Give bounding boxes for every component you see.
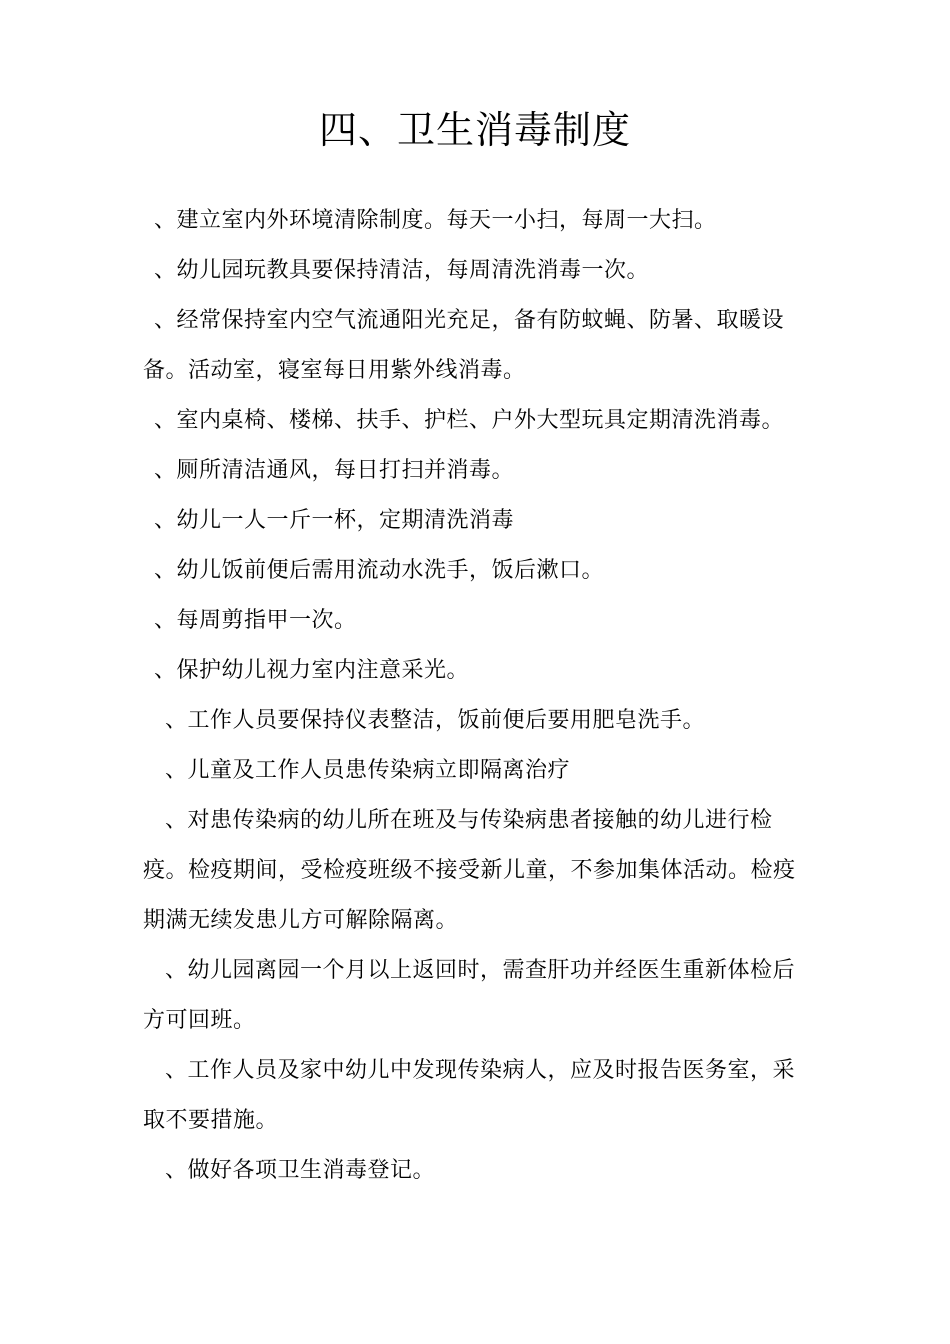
list-item: 、工作人员及家中幼儿中发现传染病人，应及时报告医务室，采取不要措施。: [143, 1058, 796, 1133]
list-item: 、儿童及工作人员患传染病立即隔离治疗: [165, 758, 571, 783]
list-item: 、建立室内外环境清除制度。每天一小扫，每周一大扫。: [154, 208, 717, 233]
list-item: 、做好各项卫生消毒登记。: [165, 1158, 436, 1183]
list-item: 、室内桌椅、楼梯、扶手、护栏、户外大型玩具定期清洗消毒。: [154, 408, 785, 433]
list-item: 、经常保持室内空气流通阳光充足，备有防蚊蝇、防暑、取暖设备。活动室，寝室每日用紫外线消毒。: [143, 308, 785, 383]
list-item: 、幼儿饭前便后需用流动水洗手，饭后漱口。: [154, 558, 605, 583]
list-item: 、幼儿园离园一个月以上返回时，需查肝功并经医生重新体检后方可回班。: [143, 958, 796, 1033]
document-body: [143, 196, 813, 1196]
list-item: 、幼儿一人一斤一杯，定期清洗消毒: [154, 508, 515, 533]
list-item: 、保护幼儿视力室内注意采光。: [154, 658, 470, 683]
list-item: 、对患传染病的幼儿所在班及与传染病患者接触的幼儿进行检疫。检疫期间，受检疫班级不接受新儿童，不参加集体活动。检疫期满无续发患儿方可解除隔离。: [143, 808, 796, 933]
document-title: 四、卫生消毒制度: [318, 108, 631, 152]
list-item: 、工作人员要保持仪表整洁，饭前便后要用肥皂洗手。: [165, 708, 706, 733]
list-item: 、厕所清洁通风，每日打扫并消毒。: [154, 458, 515, 483]
list-item: 、每周剪指甲一次。: [154, 608, 357, 633]
list-item: 、幼儿园玩教具要保持清洁，每周清洗消毒一次。: [154, 258, 650, 283]
